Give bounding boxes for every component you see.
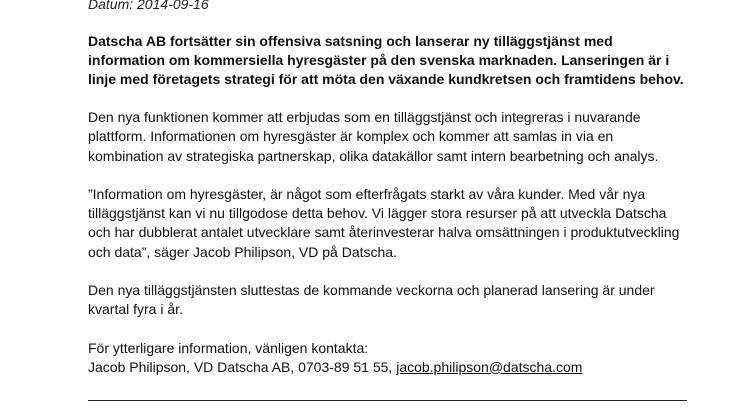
footer-divider (88, 400, 687, 401)
contact-email-link[interactable]: jacob.philipson@datscha.com (396, 358, 583, 375)
press-release (88, 0, 688, 377)
contact-details: Jacob Philipson, VD Datscha AB, 0703-89 51 55, (88, 358, 397, 375)
contact-heading: För ytterligare information, vänligen kontakta: (88, 339, 369, 356)
contact-details-line (88, 358, 688, 377)
body-paragraph-3: Den nya tilläggstjänsten sluttestas de kommande veckorna och planerad lansering är under kvartal fyra i år. (88, 282, 655, 318)
date-line: Datum: 2014-09-16 (88, 0, 209, 12)
body-paragraph-2-quote: ”Information om hyresgäster, är något som efterfrågats starkt av våra kunder. Med vår nya tilläggstjänst kan vi nu tillgodose detta behov. Vi lägger stora resurser på att utveckla Datscha och har dubblerat antalet utvecklare samt återinvesterar halva omsättningen i produktutveckling och data”, säger Jacob Philipson, VD på Datscha. (88, 185, 680, 260)
contact-block (88, 339, 688, 377)
lead-paragraph: Datscha AB fortsätter sin offensiva satsning och lanserar ny tilläggstjänst med information om kommersiella hyresgäster på den svenska marknaden. Lanseringen är i linje med företagets strategi för att möta den växande kundkretsen och framtidens behov. (88, 33, 684, 87)
body-paragraph-1: Den nya funktionen kommer att erbjudas som en tilläggstjänst och integreras i nuvarande plattform. Informationen om hyresgäster är komplex och kommer att samlas in via en kombination av strategiska partnerskap, olika datakällor samt intern bearbetning och analys. (88, 109, 659, 164)
